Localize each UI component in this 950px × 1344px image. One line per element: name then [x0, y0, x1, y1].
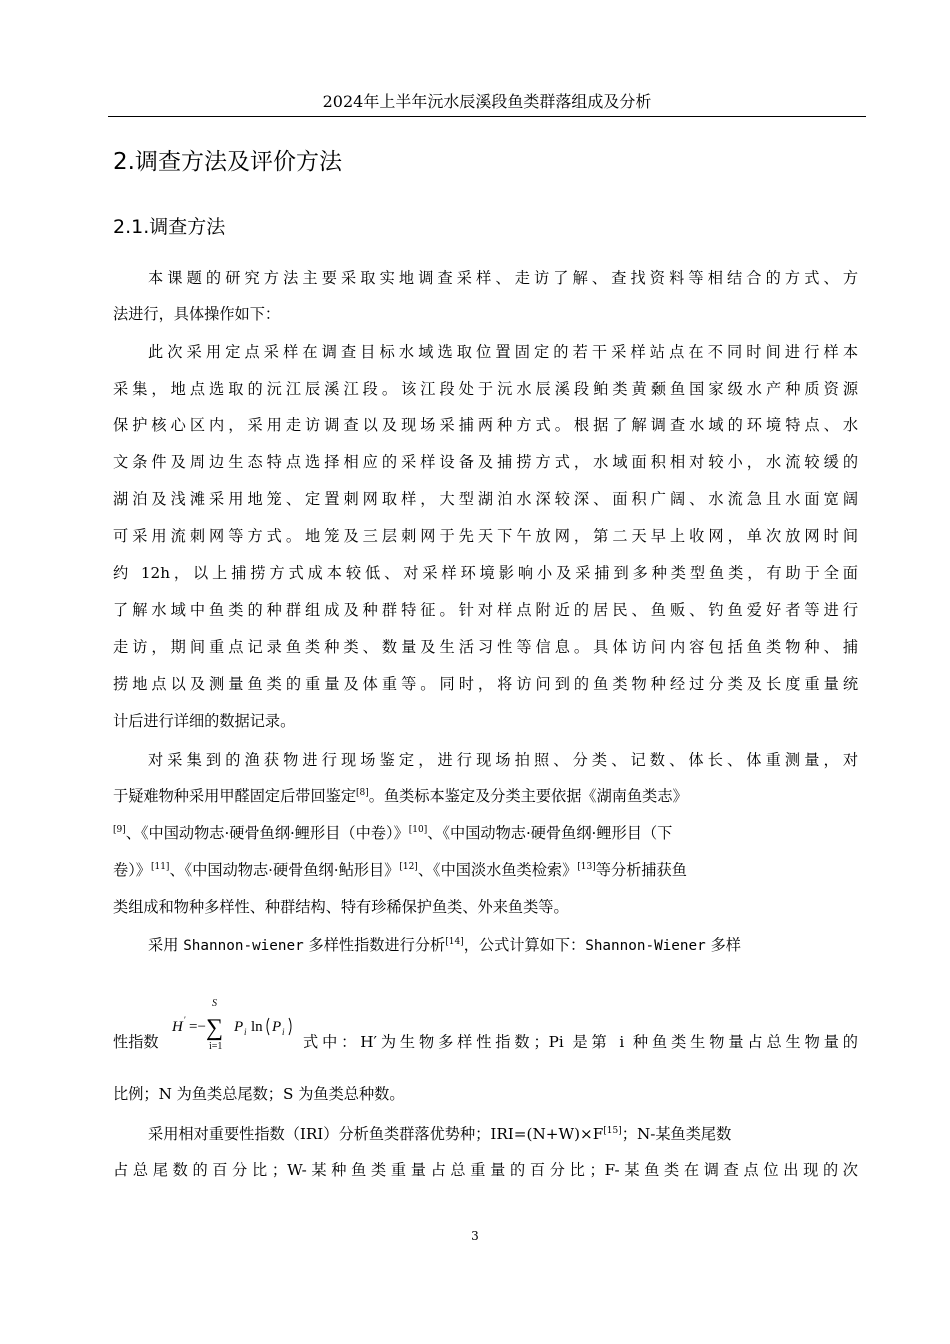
- citation: [9]: [113, 825, 126, 835]
- paragraph-line: 可采用流刺网等方式。地笼及三层刺网于先天下午放网，第二天早上收网，单次放网时间: [113, 527, 858, 545]
- paragraph-line: [9]、《中国动物志·硬骨鱼纲·鲤形目（中卷）》[10]、《中国动物志·硬骨鱼纲·鲤形目（下: [113, 824, 673, 842]
- paragraph-line: 走访，期间重点记录鱼类种类、数量及生活习性等信息。具体访问内容包括鱼类物种、捕: [113, 638, 858, 656]
- formula-sum: ∑: [206, 1015, 224, 1041]
- paragraph-line: 采用 Shannon-wiener 多样性指数进行分析[14]，公式计算如下：Shannon-Wiener 多样: [148, 936, 741, 954]
- citation: [11]: [150, 862, 170, 872]
- formula-p2: P: [272, 1019, 282, 1035]
- formula-equals-minus: =−: [189, 1019, 206, 1035]
- citation: [15]: [603, 1126, 622, 1136]
- formula-sub-i: i: [244, 1027, 247, 1037]
- paragraph-line: 本课题的研究方法主要采取实地调查采样、走访了解、查找资料等相结合的方式、方: [148, 269, 858, 287]
- paragraph-line: 捞地点以及测量鱼类的重量及体重等。同时，将访问到的鱼类物种经过分类及长度重量统: [113, 675, 858, 693]
- formula-prime: ′: [184, 1015, 186, 1025]
- paragraph-line: 类组成和物种多样性、种群结构、特有珍稀保护鱼类、外来鱼类等。: [113, 898, 569, 916]
- paragraph-line: 于疑难物种采用甲醛固定后带回鉴定[8]。鱼类标本鉴定及分类主要依据《湖南鱼类志》: [113, 787, 688, 805]
- page-number: 3: [471, 1229, 479, 1243]
- formula-ln: ln: [251, 1019, 263, 1035]
- formula-description: 式中：H′为生物多样性指数；Pi 是第 i 种鱼类生物量占总生物量的: [303, 1033, 858, 1051]
- formula-p: P: [234, 1019, 244, 1035]
- formula-sub-i2: i: [282, 1027, 285, 1037]
- paragraph-line: 卷）》[11]、《中国动物志·硬骨鱼纲·鲇形目》[12]、《中国淡水鱼类检索》[13]等分析捕获鱼: [113, 861, 687, 879]
- formula-upper-limit: S: [212, 998, 217, 1009]
- citation: [10]: [408, 825, 428, 835]
- paragraph-line: 对采集到的渔获物进行现场鉴定，进行现场拍照、分类、记数、体长、体重测量，对: [148, 751, 858, 769]
- paragraph-line: 保护核心区内，采用走访调查以及现场采捕两种方式。根据了解调查水域的环境特点、水: [113, 416, 858, 434]
- citation: [13]: [577, 862, 596, 872]
- citation: [14]: [445, 937, 464, 947]
- paragraph-line: 采用相对重要性指数（IRI）分析鱼类群落优势种；IRI=(N+W)×F[15]；N-某鱼类尾数: [148, 1125, 732, 1143]
- paragraph-line: 湖泊及浅滩采用地笼、定置刺网取样，大型湖泊水深较深、面积广阔、水流急且水面宽阔: [113, 490, 858, 508]
- section-heading: 2.调查方法及评价方法: [113, 149, 342, 175]
- paragraph-line: 占总尾数的百分比；W-某种鱼类重量占总重量的百分比；F-某鱼类在调查点位出现的次: [113, 1161, 858, 1179]
- citation: [8]: [356, 788, 369, 798]
- formula-h: H: [172, 1019, 183, 1035]
- formula-prefix: 性指数: [113, 1033, 159, 1051]
- running-header: 2024年上半年沅水辰溪段鱼类群落组成及分析: [322, 92, 652, 111]
- subsection-heading: 2.1.调查方法: [113, 216, 226, 238]
- paragraph-line: 计后进行详细的数据记录。: [113, 712, 296, 730]
- paragraph-line: 约 12h，以上捕捞方式成本较低、对采样环境影响小及采捕到多种类型鱼类，有助于全面: [113, 564, 858, 582]
- citation: [12]: [399, 862, 418, 872]
- paragraph-line: 比例；N 为鱼类总尾数；S 为鱼类总种数。: [113, 1085, 405, 1103]
- paragraph-line: 文条件及周边生态特点选择相应的采样设备及捕捞方式，水域面积相对较小，水流较缓的: [113, 453, 858, 471]
- paragraph-line: 了解水域中鱼类的种群组成及种群特征。针对样点附近的居民、鱼贩、钓鱼爱好者等进行: [113, 601, 858, 619]
- shannon-wiener-formula: [168, 992, 303, 1052]
- paragraph-line: 法进行，具体操作如下：: [113, 305, 281, 323]
- formula-right-paren: [289, 1018, 291, 1035]
- header-rule: [108, 116, 866, 117]
- formula-lower-limit: i=1: [209, 1041, 223, 1052]
- formula-left-paren: [267, 1018, 269, 1035]
- paragraph-line: 采集，地点选取的沅江辰溪江段。该江段处于沅水辰溪段鲌类黄颡鱼国家级水产种质资源: [113, 380, 858, 398]
- paragraph-line: 此次采用定点采样在调查目标水域选取位置固定的若干采样站点在不同时间进行样本: [148, 343, 858, 361]
